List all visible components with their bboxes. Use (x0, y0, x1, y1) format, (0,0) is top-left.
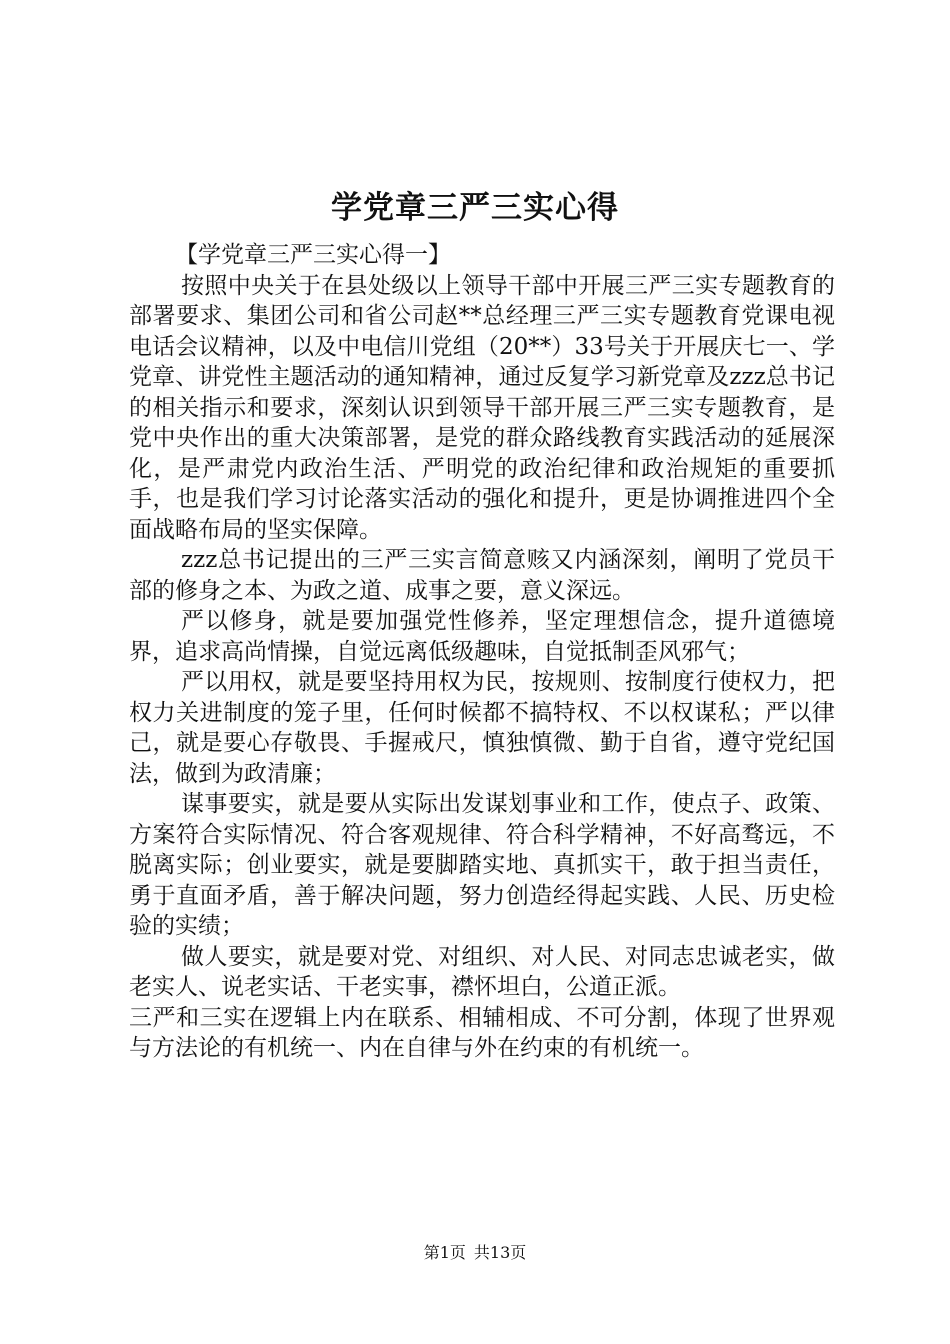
page-number: 第1页 (423, 1243, 466, 1262)
document-subtitle: 【学党章三严三实心得一】 (175, 242, 451, 268)
page-footer (0, 1242, 950, 1264)
paragraph-6: 做人要实，就是要对党、对组织、对人民、对同志忠诚老实，做老实人、说老实话、干老实事，襟怀坦白，公道正派。 (129, 943, 835, 1000)
paragraph-2: zzz总书记提出的三严三实言简意赅又内涵深刻，阐明了党员干部的修身之本、为政之道、成事之要，意义深远。 (129, 547, 835, 604)
paragraph-5: 谋事要实，就是要从实际出发谋划事业和工作，使点子、政策、方案符合实际情况、符合客观规律、符合科学精神，不好高骛远，不脱离实际；创业要实，就是要脚踏实地、真抓实干，敢于担当责任，勇于直面矛盾，善于解决问题，努力创造经得起实践、人民、历史检验的实绩； (129, 791, 835, 939)
document-body (129, 240, 835, 1064)
document-title: 学党章三严三实心得 (331, 190, 619, 226)
paragraph-7: 三严和三实在逻辑上内在联系、相辅相成、不可分割，体现了世界观与方法论的有机统一、内在自律与外在约束的有机统一。 (129, 1004, 835, 1061)
paragraph-3: 严以修身，就是要加强党性修养，坚定理想信念，提升道德境界，追求高尚情操，自觉远离低级趣味，自觉抵制歪风邪气； (129, 608, 835, 665)
paragraph-4: 严以用权，就是要坚持用权为民，按规则、按制度行使权力，把权力关进制度的笼子里，任何时候都不搞特权、不以权谋私；严以律己，就是要心存敬畏、手握戒尺，慎独慎微、勤于自省，遵守党纪国法，做到为政清廉； (129, 669, 835, 787)
paragraph-1: 按照中央关于在县处级以上领导干部中开展三严三实专题教育的部署要求、集团公司和省公司赵**总经理三严三实专题教育党课电视电话会议精神，以及中电信川党组（20**）33号关于开展庆七一、学党章、讲党性主题活动的通知精神，通过反复学习新党章及zzz总书记的相关指示和要求，深刻认识到领导干部开展三严三实专题教育，是党中央作出的重大决策部署，是党的群众路线教育实践活动的延展深化，是严肃党内政治生活、严明党的政治纪律和政治规矩的重要抓手，也是我们学习讨论落实活动的强化和提升，更是协调推进四个全面战略布局的坚实保障。 (129, 272, 835, 543)
page-total: 共13页 (473, 1243, 527, 1262)
